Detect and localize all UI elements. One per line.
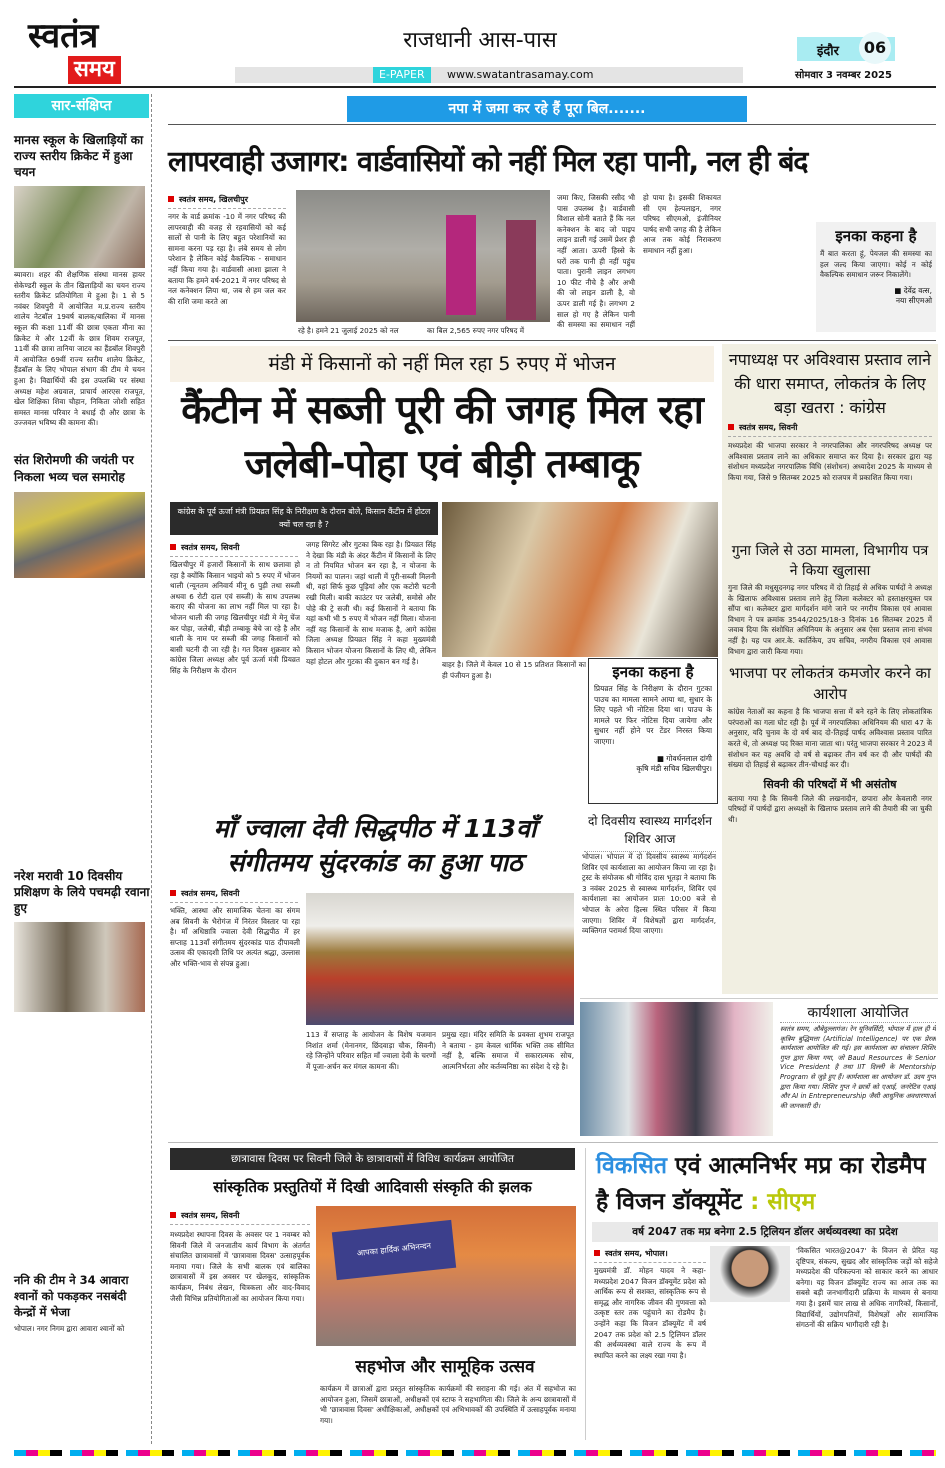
jwala-body-2: 113 वें सप्ताह के आयोजन के विशेष यजमान निशांत शर्मा (मेनानगर, छिंदवाड़ा चौक, सिवनी) रहे जिन्होंने परिवार सहित माँ ज्वाला देवी के चरणों में पूजा-अर्चन कर मंगल कामना की। bbox=[306, 1030, 436, 1071]
lead-body-2: जमा किए, जिसकी रसीद भी पास उपलब्ध है। वार्डवासी विशाल सोनी बताते हैं कि नल कनेक्शन के बाद जो पाइप लाइन डाली गई उसमें प्रेशर ही नहीं आता। ऊपरी हिस्से के घरों तक पानी ही नहीं पहुंच पाता। पुरानी लाइन लगभग 10 फीट नीचे है और अभी की जो लाइन डाली है, वो ऊपर डाली गई है। लगभग 2 साल हो गए है लेकिन पानी की समस्या का समाधान नहीं हो पाया है। इसकी शिकायत सी एम हेल्पलाइन, नगर परिषद सीएमओ, इंजीनियर पार्षद सभी जगह की है लेकिन आज तक कोई निराकरण समाधान नहीं हुआ। bbox=[557, 193, 721, 330]
sidebar-headline[interactable]: संत शिरोमणी की जयंती पर निकला भव्य चल समारोह bbox=[14, 453, 134, 484]
sidebar-title: सार-संक्षिप्त bbox=[14, 94, 149, 118]
sidebar-headline[interactable]: ननि की टीम ने 34 आवारा श्वानों को पकड़कर नसबंदी केन्द्रों में भेजा bbox=[14, 1273, 129, 1319]
website-link[interactable]: www.swatantrasamay.com bbox=[447, 68, 594, 81]
vision-headline-sep: : bbox=[750, 1189, 760, 1215]
vision-body-1: मुख्यमंत्री डॉ. मोहन यादव ने कहा- मध्यप्रदेश 2047 विजन डॉक्यूमेंट प्रदेश को आर्थिक रूप से सशक्त, सांस्कृतिक रूप से समृद्ध और नागरिक जीवन की गुणवत्ता को उत्कृष्ट स्तर तक पहुंचाने का रोडमैप है। उन्होंने कहा कि विजन डॉक्यूमेंट में वर्ष 2047 तक प्रदेश को 2.5 ट्रिलियन डॉलर की अर्थव्यवस्था वाले राज्य के रूप में स्थापित करने का लक्ष्य रखा गया है। bbox=[594, 1266, 706, 1360]
napa-body-1: मध्यप्रदेश की भाजपा सरकार ने नगरपालिका और नगरपरिषद अध्यक्ष पर अविश्वास प्रस्ताव लाने का अधिकार समाप्त कर दिया है। सरकार द्वारा यह संशोधन मध्यप्रदेश नगरपालिक विधि (संशोधन) अध्यादेश 2025 के माध्यम से किया गया, जिसे 9 सितम्बर 2025 को राजपत्र में प्रकाशित किया गया। bbox=[728, 441, 932, 482]
napa-sub-1: गुना जिले से उठा मामला, विभागीय पत्र ने किया खुलासा bbox=[731, 543, 929, 579]
page-number: 06 bbox=[859, 32, 891, 64]
mandi-quote-box bbox=[588, 658, 718, 804]
photo-figure bbox=[446, 215, 476, 315]
jwala-headline[interactable]: माँ ज्वाला देवी सिद्धपीठ में 113वाँ संगीतमय सुंदरकांड का हुआ पाठ bbox=[213, 814, 537, 877]
quote-title: इनका कहना है bbox=[835, 227, 917, 245]
sidebar-body-placeholder bbox=[14, 1012, 151, 1272]
sidebar-photo-procession bbox=[14, 492, 145, 578]
logo-bottom: समय bbox=[68, 56, 121, 84]
mandi-deck: कांग्रेस के पूर्व ऊर्जा मंत्री प्रियव्रत सिंह के निरीक्षण के दौरान बोले, किसान कैंटीन में होटल क्यों चल रहा है ? bbox=[170, 502, 438, 535]
quote-role: कृषि मंडी सचिव खिलचीपुर। bbox=[636, 763, 712, 773]
napa-body-4: बताया गया है कि सिवनी जिले की लखनादौन, छपारा और केवलारी नगर परिषदों में पार्षदों द्वारा अध्यक्षों के खिलाफ प्रस्ताव लाने की तैयारी की जा चुकी थी। bbox=[728, 793, 932, 824]
sidebar-headline[interactable]: नरेश मरावी 10 दिवसीय प्रशिक्षण के लिये पचमढ़ी रवाना हुए bbox=[14, 869, 150, 915]
jwala-byline: स्वतंत्र समय, सिवनी bbox=[170, 888, 298, 903]
quote-role: नया सीएमओ bbox=[895, 295, 932, 305]
epaper-label: E-PAPER bbox=[373, 67, 431, 83]
hostel-banner: आपका हार्दिक अभिनन्दन bbox=[332, 1220, 456, 1280]
cm-portrait bbox=[710, 1246, 790, 1302]
mandi-kicker: मंडी में किसानों को नहीं मिल रहा 5 रुपए में भोजन bbox=[170, 346, 714, 382]
sidebar bbox=[14, 94, 152, 1444]
jwala-body-1: भक्ति, आस्था और सामाजिक चेतना का संगम अब सिवनी के भैरोगंज में निरंतर विस्तार पा रहा है। माँ अधिष्ठात्रि ज्वाला देवी सिद्धपीठ में हर सप्ताह 113वाँ संगीतमय सुंदरकांड पाठ दीपावली उत्सव की एकादशी तिथि पर अत्यंत श्रद्धा, उल्लास और भक्ति-भाव से संपन्न हुआ। bbox=[170, 906, 300, 968]
vision-body-2: 'विकसित भारत@2047' के विजन से प्रेरित यह दृष्टिपत्र, संकल्प, सुखद और सांस्कृतिक जड़ों को सहेजे मध्यप्रदेश की परिकल्पना को साकार करने का आधार बनेगा। यह विजन डॉक्यूमेंट राज्य का आज तक का सबसे बड़ी जनभागीदारी प्रक्रिया के माध्यम से बनाया गया है। इसमें चार लाख से अधिक नागरिकों, किसानों, विद्यार्थियों, उद्योगपतियों, विशेषज्ञों और सामाजिक संगठनों की सक्रिय भागीदारी रही है। bbox=[796, 1246, 938, 1330]
hostel-byline: स्वतंत्र समय, सिवनी bbox=[170, 1210, 310, 1225]
lead-headline[interactable]: लापरवाही उजागर: वार्डवासियों को नहीं मिल रहा पानी, नल ही बंद bbox=[168, 145, 808, 178]
lead-caption-a: रहे है। हमने 21 जुलाई 2025 को नल bbox=[298, 326, 399, 335]
city-label: इंदौर bbox=[817, 44, 839, 59]
quote-author: ■ गोवर्धनलाल दांगी bbox=[656, 753, 712, 763]
hostel-body-1: मध्यप्रदेश स्थापना दिवस के अवसर पर 1 नवम्बर को सिवनी जिले में जनजातीय कार्य विभाग के अंतर्गत संचालित छात्रावासों में 'छात्रावास दिवस' उत्साहपूर्वक मनाया गया। जिले के सभी बालक एवं बालिका छात्रावासों में इस अवसर पर खेलकूद, सांस्कृतिक कार्यक्रम, निबंध लेखन, चित्रकला और वाद-विवाद जैसी विभिन्न प्रतियोगिताओं का आयोजन किया गया। bbox=[170, 1230, 310, 1303]
section-title: राजधानी आस-पास bbox=[403, 28, 557, 53]
workshop-photo bbox=[580, 1002, 773, 1136]
column-divider bbox=[585, 1148, 586, 1440]
mandi-body-1: खिलचीपुर में हजारों किसानों के साथ छलावा हो रहा है क्योंकि किसान भाइयो को 5 रुपए में भोजन थाली (न्यूनतम अनिवार्य मीनू 6 पुड़ी तथा सब्जी अथवा 6 रोटी दाल एवं सब्जी) के साथ उपलब्ध कराए की योजना का लाभ नहीं मिल पा रहा है। भोजन थाली की जगह खिलचीपुर मंडी मे मेनू चेंज कर पोहा, जलेबी, बीड़ी तम्बाकू बेचे जा रहे है और थाली के नाम पर सब्जी की जगह किसानों को बासी चटनी दी जा रही है। गत दिवस शुक्रवार को कांग्रेस जिला अध्यक्ष और पूर्व ऊर्जा मंत्री प्रियव्रत सिंह के निरीक्षण के दौरान bbox=[170, 560, 300, 675]
napa-headline[interactable]: नपाध्यक्ष पर अविश्वास प्रस्ताव लाने की धारा समाप्त, लोकतंत्र के लिए बड़ा खतरा : कांग्रेस bbox=[728, 350, 932, 417]
lead-byline: स्वतंत्र समय, खिलचीपुर bbox=[168, 194, 286, 209]
quote-title: इनका कहना है bbox=[612, 663, 694, 681]
mandi-photo bbox=[442, 502, 718, 657]
sidebar-headline[interactable]: मानस स्कूल के खिलाड़ियों का राज्य स्तरीय क्रिकेट में हुआ चयन bbox=[14, 133, 144, 179]
sidebar-body: भोपाल। नगर निगम द्वारा आवारा श्वानों को bbox=[14, 1324, 125, 1333]
health-headline[interactable]: दो दिवसीय स्वास्थ्य मार्गदर्शन शिविर आज bbox=[584, 812, 716, 852]
vision-headline-accent: सीएम bbox=[767, 1189, 816, 1215]
color-registration-strip bbox=[14, 1450, 936, 1456]
vision-headline-main: एवं आत्मनिर्भर मप्र का रोडमैप है विजन डॉक्यूमेंट bbox=[596, 1153, 926, 1215]
quote-text: मैं बात करता हूं, पेयजल की समस्या का हल जल्द किया जाएगा। कोई न कोई वैकल्पिक समाधान जरूर निकालेंगे। bbox=[820, 249, 932, 280]
vision-byline: स्वतंत्र समय, भोपाल। bbox=[594, 1248, 706, 1263]
lead-photo bbox=[296, 190, 550, 322]
hostel-sub: सहभोज और सामूहिक उत्सव bbox=[355, 1357, 535, 1377]
lead-banner: नपा में जमा कर रहे हैं पूरा बिल....... bbox=[347, 96, 747, 122]
edition-box bbox=[797, 37, 895, 61]
hostel-headline[interactable]: सांस्कृतिक प्रस्तुतियों में दिखी आदिवासी संस्कृति की झलक bbox=[213, 1178, 532, 1196]
lead-body: नगर के वार्ड क्रमांक -10 में नगर परिषद की लापरवाही की वजह से रहवासियों को कई सालों से पानी के लिए बहुत परेशानियों का सामना करना पड़ रहा है। लंबे समय से लोग परेशान है लेकिन कोई वैकल्पिक - समाधान नहीं किया गया है। वार्डवासी आशा झाला ने बताया कि हमने वर्ष-2021 में नगर परिषद से नल कनेक्शन लिया था, जब से हम जल कर की राशि जमा करते आ bbox=[168, 212, 286, 306]
vision-headline-blue: विकसित bbox=[596, 1153, 668, 1179]
napa-sub-3: सिवनी की परिषदों में भी असंतोष bbox=[763, 777, 897, 791]
napa-panel bbox=[722, 344, 938, 994]
hostel-photo bbox=[316, 1206, 576, 1346]
mandi-body-2: जगह सिगरेट और गुटका बिक रहा है। प्रियव्रत सिंह ने देखा कि मंडी के अंदर कैंटीन में किसानों के लिए न तो नियमित भोजन बन रहा है, न योजना के नियमों का पालन। जहां थाली में पूरी-सब्जी मिलनी थी, वहां सिर्फ कुछ पूड़ियां और एक कटोरी चटनी रखी मिली। बाकी काउंटर पर जलेबी, समोसे और पोहे की ट्रे सजी थी। कई किसानों ने बताया कि यहां कभी भी 5 रुपए में भोजन नहीं मिला। योजना नहीं यह किसानों के साथ मजाक है, आगे कांग्रेस जिला अध्यक्ष प्रियव्रत सिंह ने कहा मुख्यमंत्री किसान भोजन योजना किसानों के लिए थी, लेकिन यहां होटल और गुटका की दुकान बन गई है। bbox=[306, 540, 436, 666]
lead-caption-b: का बिल 2,565 रुपए नगर परिषद में bbox=[427, 326, 524, 335]
photo-figure bbox=[506, 220, 536, 320]
quote-text: प्रियव्रत सिंह के निरीक्षण के दौरान गुटका पाउच का मामला सामने आया था, सुधार के लिए पहले भी नोटिस दिया था। पाउच के मामले पर फिर नोटिस दिया जायेगा और सुधार नहीं होने पर टेंडर निरस्त किया जाएगा। bbox=[594, 684, 712, 746]
hostel-body-2: कार्यक्रम में छात्राओं द्वारा प्रस्तुत सांस्कृतिक कार्यक्रमों की सराहना की गई। अंत में सहभोज का आयोजन हुआ, जिसमें छात्राओं, अधीक्षकों एवं स्टाफ ने सहभागिता की। जिले के अन्य छात्रावासों में भी 'छात्रावास दिवस' अधीक्षिकाओं, अधीक्षकों एवं अभिभावकों की उपस्थिति में उत्साहपूर्वक मनाया गया। bbox=[320, 1384, 576, 1425]
epaper-bar[interactable] bbox=[235, 67, 743, 83]
sidebar-photo-cricket bbox=[14, 186, 145, 268]
sidebar-body-placeholder bbox=[14, 578, 151, 868]
sidebar-photo-training bbox=[14, 922, 145, 1012]
workshop-body: स्वतंत्र समय, औबेदुल्लागंज। रेन यूनिवर्सिटी, भोपाल में हाल ही में कृत्रिम बुद्धिमत्ता (Artificial Intelligence) पर एक प्रेरक कार्यशाला आयोजित की गई। इस कार्यशाला का संचालन शिशिर गुप्त द्वारा किया गया, जो Baud Resources के Senior Vice President है तथा IIT दिल्ली के Mentorship Program से जुड़े हुए हैं। कार्यशाला का आयोजन डॉ. उदय गुप्त द्वारा किया गया। शिशिर गुप्त ने छात्रों को एआई, जनरेटिव एआई और AI in Entrepreneurship जैसी आधुनिक अवधारणाओं की जानकारी दी। bbox=[780, 1025, 936, 1110]
logo-top: स्वतंत्र bbox=[28, 16, 99, 56]
jwala-photo bbox=[306, 893, 574, 1025]
lead-quote-box bbox=[816, 222, 936, 332]
quote-author: ■ देवेंद्र वत्स, bbox=[894, 285, 932, 295]
hostel-kicker: छात्रावास दिवस पर सिवनी जिले के छात्रावासों में विविध कार्यक्रम आयोजित bbox=[170, 1148, 575, 1170]
mandi-body-3: बाहर है। जिले में केवल 10 से 15 प्रतिशत किसानों का ही पंजीयन हुआ है। bbox=[442, 660, 586, 680]
vision-headline[interactable] bbox=[596, 1148, 938, 1220]
napa-byline: स्वतंत्र समय, सिवनी bbox=[728, 422, 932, 437]
masthead-logo bbox=[28, 18, 153, 84]
jwala-body-3: प्रमुख रहा। मंदिर समिति के प्रवक्ता शुभम राजपूत ने बताया - हम केवल धार्मिक भक्ति तक सीमित नहीं है, बल्कि समाज में सकारात्मक सोच, आत्मनिर्भरता और कर्तव्यनिष्ठा का संदेश दे रहे है। bbox=[442, 1030, 574, 1071]
workshop-headline[interactable]: कार्यशाला आयोजित bbox=[780, 1003, 936, 1023]
napa-sub-2: भाजपा पर लोकतंत्र कमजोर करने का आरोप bbox=[729, 664, 931, 704]
napa-body-2: गुना जिले की मधुसूदनगढ़ नगर परिषद में दो तिहाई से अधिक पार्षदों ने अध्यक्ष के खिलाफ अविश्वास प्रस्ताव लाने हेतु जिला कलेक्टर को हस्ताक्षरयुक्त पत्र सौंपा था। कलेक्टर द्वारा मार्गदर्शन मांगे जाने पर नगरीय विकास एवं आवास विभाग ने पत्र क्रमांक 3544/2025/18-3 दिनांक 16 सितम्बर 2025 में जवाब दिया कि संशोधित अधिनियम के अनुसार अब ऐसा प्रस्ताव लाना संभव नहीं है। यह पत्र आर.के. कार्तिकेय, उप सचिव, नगरीय विकास एवं आवास विभाग द्वारा जारी किया गया। bbox=[728, 583, 932, 656]
mandi-byline: स्वतंत्र समय, सिवनी bbox=[170, 542, 298, 557]
vision-sub: वर्ष 2047 तक मप्र बनेगा 2.5 ट्रिलियन डॉलर अर्थव्यवस्था का प्रदेश bbox=[592, 1222, 938, 1242]
issue-date: सोमवार 3 नवम्बर 2025 bbox=[795, 70, 892, 81]
mandi-headline[interactable]: कैंटीन में सब्जी पूरी की जगह मिल रहा जलेबी-पोहा एवं बीड़ी तम्बाकू bbox=[181, 388, 703, 487]
napa-body-3: कांग्रेस नेताओं का कहना है कि भाजपा सत्ता में बने रहने के लिए लोकतांत्रिक परंपराओं का गला घोट रही है। पूर्व में नगरपालिका अधिनियम की धारा 47 के अनुसार, यदि चुनाव के दो वर्ष बाद दो-तिहाई पार्षद अविश्वास प्रस्ताव पारित करते थे, तो अध्यक्ष पद रिक्त माना जाता था। परंतु भाजपा सरकार ने 2023 में संशोधन कर यह अवधि दो वर्ष से बढ़ाकर तीन वर्ष कर दी और पार्षदों की संख्या दो तिहाई से बढ़ाकर तीन-चौथाई कर दी। bbox=[728, 707, 932, 770]
health-body: भोपाल। भोपाल में दो दिवसीय स्वास्थ्य मार्गदर्शन शिविर एवं कार्यशाला का आयोजन किया जा रहा है। ट्रस्ट के संयोजक श्री गोविंद दास भूतड़ा ने बताया कि 3 नवंबर 2025 से स्वास्थ्य मार्गदर्शन, शिविर एवं कार्यशाला का आयोजन प्रातः 10:00 बजे से भोपाल के अरेरा हिल्स स्थित परिसर में किया जाएगा। शिविर में विशेषज्ञों द्वारा मार्गदर्शन, व्यक्तिगत परामर्श दिया जाएगा। bbox=[582, 852, 716, 936]
sidebar-body: ब्यावरा। शहर की शैक्षणिक संस्था मानस हायर सेकेण्डरी स्कूल के तीन खिलाड़ियों का चयन राज्य स्तरीय क्रिकेट प्रतियोगिता मे हुआ है। 1 से 5 नवंबर शिवपुरी में आयोजित म.प्र.राज्य स्तरीय शालेय नेटबॉल 19वर्ष बालक/बालिका में मानस स्कूल की कक्षा 11वीं की छात्रा एकता मीना का क्रिकेट मे और 12वीं के छात्र शिवम राजपूत, 11वीं की छात्रा तानिया जाटव का हैंडबॉल शिवपुरी में आयोजित 69वीं राज्य स्तरीय शालेय क्रिकेट, हैंडबॉल के लिए भोपाल संभाग की टीम मे चयन हुआ है। विद्यार्थियों की इस उपलब्धि पर संस्था अध्यक्ष महेश अग्रवाल, प्राचार्य आरएस राजपूत, खेल शिक्षिका शिवा चौहान, निकिता जोशी सहित समस्त मानस परिवार ने बधाई दी और छात्रा के उज्जवल भविष्य की कामना की। bbox=[14, 270, 145, 428]
